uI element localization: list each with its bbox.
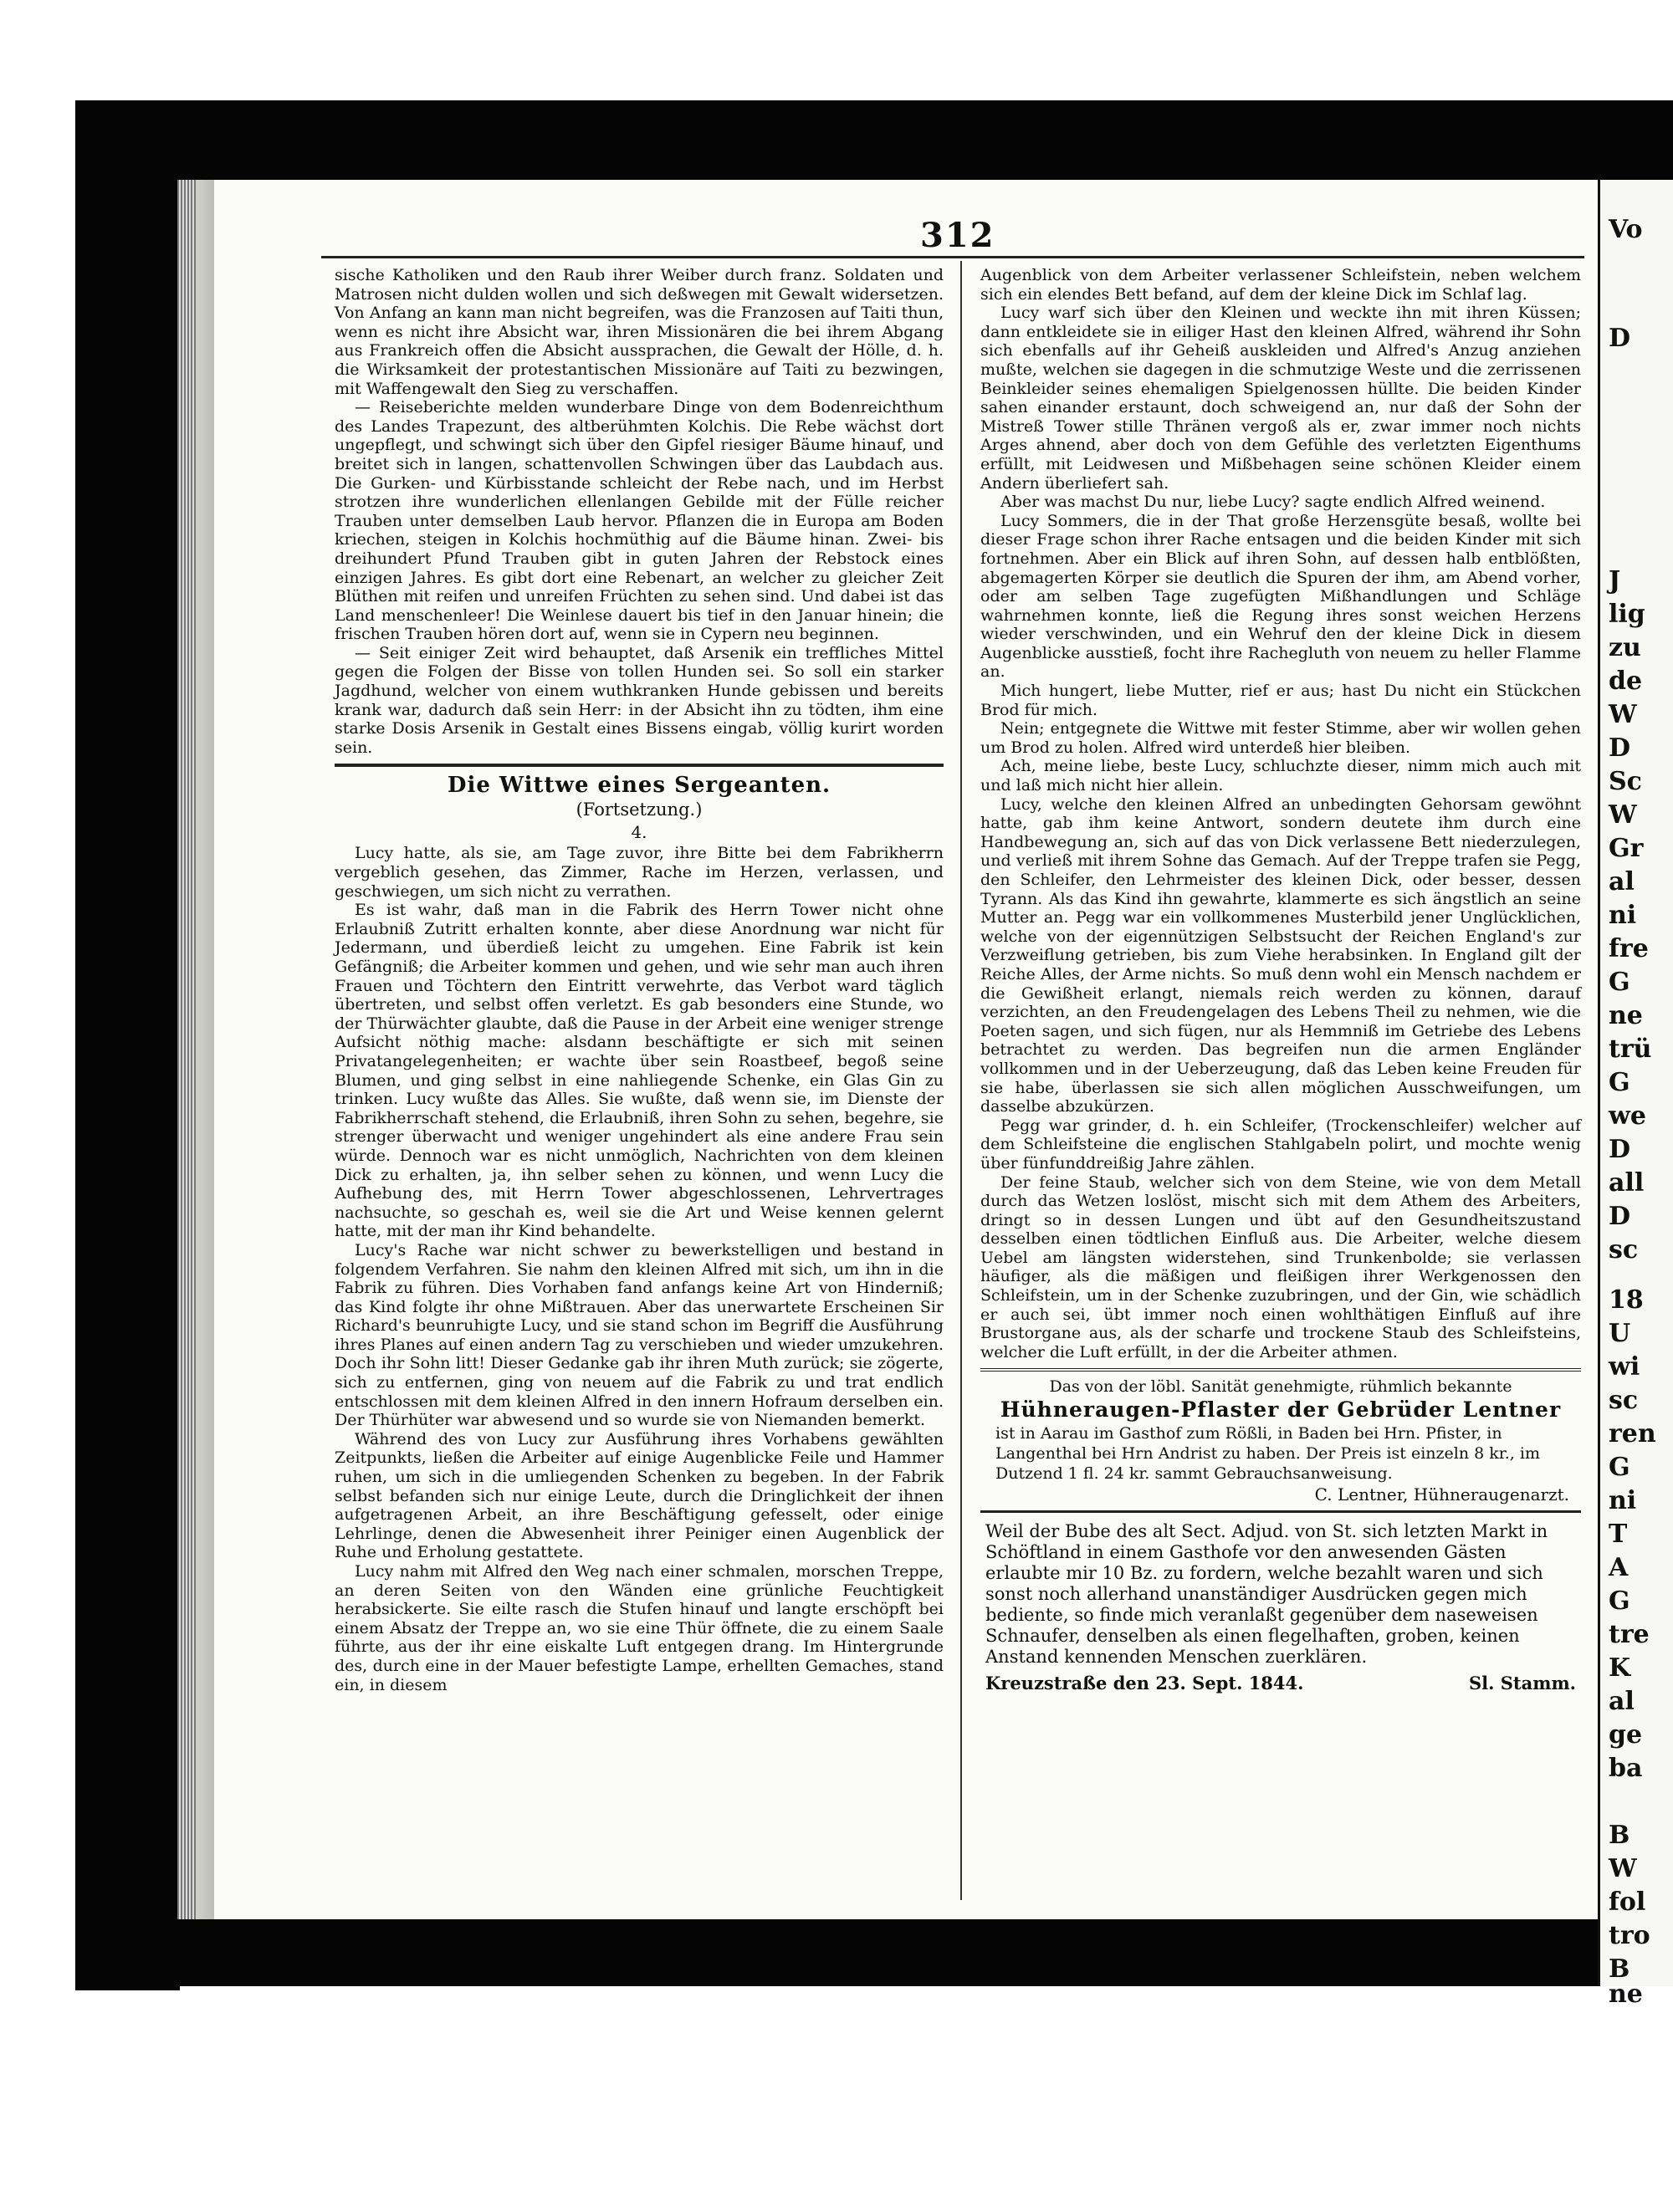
adjacent-page-fragment: tre	[1609, 1620, 1650, 1649]
adjacent-page-fragment: tro	[1609, 1921, 1650, 1950]
story-paragraph: Lucy, welche den kleinen Alfred an unbedingten Gehorsam gewöhnt hatte, gab ihm keine Antwort, sondern deutete ihm durch eine Handbewegung an, sich auf das von Dick verlassene Bett niederzulegen, und verließ mit ihrem Sohne das Gemach. Auf der Treppe trafen sie Pegg, den Schleifer, den Lehrmeister des kleinen Dick, oder besser, dessen Tyrann. Als das Kind ihn gewahrte, klammerte es sich ängstlich an seine Mutter an. Pegg war ein vollkommenes Musterbild jener Unglücklichen, welche von der eigennützigen Selbstsucht der Reichen England's zur Verzweiflung getrieben, bis zum Viehe herabsinken. In England gilt der Reiche Alles, der Arme nichts. So muß denn wohl ein Mensch nachdem er die Gewißheit erlangt, niemals reich werden zu können, darauf verzichten, an den Freudengelagen des Lebens Theil zu nehmen, wie die Poeten sagen, und sich fügen, nur als Hemmniß im Getriebe des Lebens betrachtet zu werden. Das begreifen nun die armen Engländer vollkommen und in der Ueberzeugung, daß das Leben keine Freuden für sie habe, überlassen sie sich allen möglichen Ausschweifungen, um dasselbe abzukürzen.	[980, 794, 1581, 1116]
notice-footer	[985, 1673, 1576, 1693]
left-column	[335, 266, 944, 1694]
chapter-number: 4.	[631, 822, 647, 843]
notice-signature: Sl. Stamm.	[1469, 1673, 1576, 1694]
adjacent-page-fragment: ne	[1609, 1001, 1643, 1030]
story-paragraph: Ach, meine liebe, beste Lucy, schluchzte dieser, nimm mich auch mit und laß mich nicht hier allein.	[980, 757, 1581, 795]
story-paragraph: Während des von Lucy zur Ausführung ihres Vorhabens gewählten Zeitpunkts, ließen die Arbeiter auf einige Augenblicke Feile und Hammer ruhen, um sich in die umliegenden Schenken zu begeben. In der Fabrik selbst befanden sich nur einige Leute, durch die Dringlichkeit der ihnen aufgetragenen Arbeit, an ihre Beschäftigung gefesselt, oder einige Lehrlinge, denen die Abwesenheit ihrer Peiniger einen Augenblick der Ruhe und Erholung gestattete.	[335, 1429, 944, 1562]
story-paragraph: Mich hungert, liebe Mutter, rief er aus; hast Du nicht ein Stückchen Brod für mich.	[980, 682, 1581, 719]
story-paragraph: Nein; entgegnete die Wittwe mit fester Stimme, aber wir wollen gehen um Brod zu holen. Alfred wird unterdeß hier bleiben.	[980, 719, 1581, 757]
news-paragraph: — Seit einiger Zeit wird behauptet, daß Arsenik ein treffliches Mittel gegen die Folgen der Bisse von tollen Hunden sei. So soll ein starker Jagdhund, welcher von einem wuthkranken Hunde gebissen und bereits krank war, dadurch daß sein Herr: in der Absicht ihn zu tödten, ihm eine starke Dosis Arsenik in Gestalt eines Bissens eingab, völlig kurirt worden sein.	[335, 643, 944, 757]
story-paragraph: Lucy hatte, als sie, am Tage zuvor, ihre Bitte bei dem Fabrikherrn vergeblich gesehen, das Zimmer, Rache im Herzen, verlassen, und geschwiegen, um sich nicht zu verrathen.	[335, 844, 944, 901]
adjacent-page-fragment: zu	[1609, 633, 1641, 662]
adjacent-page-fragment: fol	[1609, 1888, 1646, 1917]
ad-title: Hühneraugen-Pflaster der Gebrüder Lentner	[1000, 1397, 1562, 1423]
adjacent-page-fragment: B	[1609, 1821, 1630, 1850]
adjacent-page-fragment: K	[1609, 1653, 1631, 1683]
story-paragraph: Der feine Staub, welcher sich von dem Steine, wie von dem Metall durch das Wetzen loslöst, mischt sich mit dem Athem des Arbeiters, dringt so in dessen Lungen und übt auf den Gesundheitszustand desselben einen tödtlichen Einfluß aus. Die Arbeiter, welche diesem Uebel am längsten widerstehen, sind Trunkenbolde; sie verlassen häufiger, als die mäßigen und fleißigen ihrer Werkgenossen den Schleifstein, um in der Schenke zuzubringen, und der Gin, wie schädlich er auch sei, übt immer noch einen wohlthätigen Einfluß auf ihre Brustorgane aus, als der scharfe und trockene Staub des Schleifsteins, welcher die Luft erfüllt, in der die Arbeiter athmen.	[980, 1172, 1581, 1361]
adjacent-page-fragment: trü	[1609, 1034, 1652, 1064]
adjacent-page-fragment: de	[1609, 667, 1643, 696]
story-paragraph: Lucy warf sich über den Kleinen und weckte ihn mit ihren Küssen; dann entkleidete sie in eiliger Hast den kleinen Alfred, während ihr Sohn sich ebenfalls auf ihr Geheiß auskleiden und Alfred's Anzug anziehen mußte, welchen sie dagegen in die schmutzige Weste und die zerrissenen Beinkleider seines ehemaligen Spielgenossen hüllte. Die beiden Kinder sahen einander erstaunt, doch schweigend an, nur daß der Sohn der Mistreß Tower stille Thränen vergoß als er, zwar immer noch nichts Arges ahnend, aber doch von dem Gefühle des verletzten Eigenthums erfüllt, mit Leidwesen und Mißbehagen seine schönen Kleider einem Andern überliefert sah.	[980, 304, 1581, 493]
adjacent-page-fragment: ni	[1609, 1486, 1637, 1515]
adjacent-page-fragment: D	[1609, 324, 1631, 353]
adjacent-page-fragment: W	[1609, 800, 1637, 830]
scan-border-top	[0, 0, 1673, 100]
story-section-right	[980, 266, 1581, 1361]
adjacent-page-fragment: A	[1609, 1553, 1629, 1582]
section-rule	[335, 764, 944, 767]
scan-border-bottom	[75, 1919, 1606, 1986]
adjacent-page-fragment: ne	[1609, 1980, 1643, 2009]
right-column	[980, 266, 1581, 1702]
adjacent-page-fragment: lig	[1609, 600, 1645, 629]
adjacent-page	[1598, 180, 1673, 2009]
adjacent-page-fragment: 18	[1609, 1285, 1644, 1315]
story-paragraph: Pegg war grinder, d. h. ein Schleifer, (Trockenschleifer) welcher auf dem Schleifsteine die englischen Stahlgabeln polirt, und mochte wenig über fünfunddreißig Jahre zählen.	[980, 1116, 1581, 1172]
ad-signature: C. Lentner, Hühneraugenarzt.	[1314, 1484, 1569, 1505]
ad-body: ist in Aarau im Gasthof zum Rößli, in Baden bei Hrn. Pfister, in Langenthal bei Hrn Andrist zu haben. Der Preis ist einzeln 8 kr., im Dutzend 1 fl. 24 kr. sammt Gebrauchsanweisung.	[995, 1424, 1540, 1484]
news-paragraph: — Reiseberichte melden wunderbare Dinge von dem Bodenreichthum des Landes Trapezunt, des altberühmten Kolchis. Die Rebe wächst dort ungepflegt, und schwingt sich über den Gipfel riesiger Bäume hinauf, und breitet sich in langen, schattenvollen Schwingen über das Laubdach aus. Die Gurken- und Kürbisstande schleicht der Rebe nach, und im Herbst strotzen ihre wunderlichen ellenlangen Gebilde mit der Fülle reicher Trauben unter demselben Laub hervor. Pflanzen die in Europa am Boden kriechen, steigen in Kolchis hochmüthig auf die Bäume hinan. Zwei- bis dreihundert Pfund Trauben gibt in guten Jahren der Rebstock eines einzigen Jahres. Es gibt dort eine Rebenart, an welcher zu gleicher Zeit Blüthen mit reifen und unreifen Früchten zu sehen sind. Und dabei ist das Land menschenleer! Die Weinlese dauert bis tief in den Januar hinein; die frischen Trauben hören dort auf, wenn sie in Cypern neu beginnen.	[335, 398, 944, 644]
adjacent-page-fragment: W	[1609, 1854, 1637, 1883]
column-divider	[960, 261, 962, 1900]
adjacent-page-fragment: J	[1609, 566, 1621, 595]
adjacent-page-fragment: U	[1609, 1319, 1631, 1348]
notice-place-date: Kreuzstraße den 23. Sept. 1844.	[985, 1673, 1304, 1694]
adjacent-page-fragment: wi	[1609, 1352, 1640, 1382]
adjacent-page-fragment: sc	[1609, 1386, 1639, 1415]
public-notice	[980, 1513, 1581, 1702]
adjacent-page-fragment: Sc	[1609, 767, 1642, 796]
adjacent-page-fragment: G	[1609, 968, 1630, 997]
ad-heading: Das von der löbl. Sanität genehmigte, rühmlich bekannte	[1049, 1377, 1512, 1397]
adjacent-page-fragment: Gr	[1609, 834, 1644, 863]
adjacent-page-fragment: D	[1609, 1135, 1631, 1164]
story-paragraph: Lucy nahm mit Alfred den Weg nach einer schmalen, morschen Treppe, an deren Seiten von den Wänden eine grünliche Feuchtigkeit herabsickerte. Sie eilte rasch die Stufen hinauf und langte erschöpft bei einem Absatz der Treppe an, wo sie eine Thür öffnete, die zu einem Saale führte, aus der ihr eine eiskalte Luft entgegen drang. Im Hintergrunde des, durch eine in der Mauer befestigte Lampe, erhellten Gemaches, stand ein, in diesem	[335, 1562, 944, 1694]
adjacent-page-fragment: D	[1609, 733, 1631, 763]
notice-text: Weil der Bube des alt Sect. Adjud. von St. sich letzten Markt in Schöftland in einem Gasthofe vor den anwesenden Gästen erlaubte mir 10 Bz. zu fordern, welche bezahlt waren und sich sonst noch allerhand unanständiger Ausdrücken gegen mich bediente, so finde mich veranlaßt gegenüber dem naseweisen Schnaufer, denselben als einen flegelhaften, groben, keinen Anstand kennenden Menschen zuerklären.	[985, 1521, 1548, 1668]
story-subtitle: (Fortsetzung.)	[576, 799, 703, 820]
adjacent-page-fragment: D	[1609, 1202, 1631, 1231]
adjacent-page-fragment: al	[1609, 867, 1635, 897]
news-section	[335, 266, 944, 757]
adjacent-page-fragment: G	[1609, 1453, 1630, 1482]
header-rule	[321, 256, 1584, 258]
adjacent-page-fragment: W	[1609, 700, 1637, 729]
scan-border-left	[75, 100, 180, 1990]
adjacent-page-fragment: Vo	[1609, 215, 1643, 244]
adjacent-page-fragment: B	[1609, 1954, 1630, 1984]
adjacent-page-fragment: al	[1609, 1687, 1635, 1716]
adjacent-page-fragment: ren	[1609, 1419, 1656, 1448]
adjacent-page-fragment: sc	[1609, 1235, 1639, 1264]
story-paragraph: Augenblick von dem Arbeiter verlassener Schleifstein, neben welchem sich ein elendes Bett befand, auf dem der kleine Dick im Schlaf lag.	[980, 266, 1581, 304]
advertisement	[980, 1368, 1581, 1513]
story-section-left	[335, 844, 944, 1694]
adjacent-page-fragment: fre	[1609, 934, 1649, 963]
adjacent-page-fragment: ni	[1609, 901, 1637, 930]
story-paragraph: Lucy Sommers, die in der That große Herzensgüte besaß, wollte bei dieser Frage schon ihrer Rache entsagen und die beiden Kinder mit sich fortnehmen. Aber ein Blick auf ihren Sohn, auf dessen halb entblößten, abgemagerten Körper sie deutlich die Spuren der ihm, am Abend vorher, oder am selben Tage zugefügten Mißhandlungen und Schläge wahrnehmen konnte, ließ die Regung ihres sonst weichen Herzens wieder verschwinden, und ein Wehruf den der kleine Dick in diesem Augenblicke ausstieß, focht ihre Rachegluth von neuem zu heller Flamme an.	[980, 511, 1581, 682]
adjacent-page-fragment: we	[1609, 1101, 1646, 1131]
adjacent-page-fragment: all	[1609, 1168, 1645, 1198]
scan-border-top-dark	[75, 100, 1673, 180]
adjacent-page-fragment: ge	[1609, 1720, 1643, 1750]
story-paragraph: Aber was machst Du nur, liebe Lucy? sagte endlich Alfred weinend.	[1000, 493, 1546, 512]
page-stack-edge	[177, 180, 196, 1919]
story-paragraph: Es ist wahr, daß man in die Fabrik des Herrn Tower nicht ohne Erlaubniß Zutritt erhalten konnte, aber diese Anordnung war nicht für Jedermann, und überdieß leicht zu umgehen. Eine Fabrik ist kein Gefängniß; die Arbeiter kommen und gehen, und wie sehr man auch ihren Frauen und Töchtern den Eintritt verwehrte, das Verbot ward täglich übertreten, und selbst offen verletzt. Es gab besonders eine Stunde, wo der Thürwächter glaubte, daß die Pause in der Arbeit eine weniger strenge Aufsicht nöthig mache: alsdann beschäftigte er sich mit seinen Privatangelegenheiten; er wachte über sein Roastbeef, begoß seine Blumen, und ging selbst in eine nahliegende Schenke, ein Glas Gin zu trinken. Lucy wußte das Alles. Sie wußte, daß wenn sie, im Dienste der Fabrikherrschaft stehend, die Erlaubniß, ihren Sohn zu sehen, begehre, sie strenger überwacht und weniger ungehindert als eine andere Frau sein würde. Dennoch war es nicht unmöglich, Nachrichten von dem kleinen Dick zu erhalten, ja, ihn selber sehen zu können, und wenn Lucy die Aufhebung des, mit Herrn Tower abgeschlossenen, Lehrvertrages nachsuchte, so geschah es, weil sie die Art und Weise kennen gelernt hatte, mit der man ihr Kind behandelte.	[335, 901, 944, 1241]
adjacent-page-fragment: T	[1609, 1520, 1628, 1549]
adjacent-page-fragment: G	[1609, 1068, 1630, 1097]
story-paragraph: Lucy's Rache war nicht schwer zu bewerkstelligen und bestand in folgendem Verfahren. Sie nahm den kleinen Alfred mit sich, um ihn in die Fabrik zu führen. Dies Vorhaben fand anfangs keine Art von Hinderniß; das Kind folgte ihr ohne Mißtrauen. Aber das unerwartete Erscheinen Sir Richard's beunruhigte Lucy, und sie stand schon im Begriff die Ausführung ihres Planes auf einen andern Tag zu verschieben und wieder umzukehren. Doch ihr Sohn litt! Dieser Gedanke gab ihr ihren Muth zurück; sie zögerte, sich zu entfernen, ging von neuem auf die Fabrik zu und trat endlich entschlossen mit dem kleinen Alfred in den innern Hofraum derselben ein. Der Thürhüter war abwesend und so wurde sie von Niemanden bemerkt.	[335, 1240, 944, 1430]
news-paragraph: sische Katholiken und den Raub ihrer Weiber durch franz. Soldaten und Matrosen nicht dulden wollen und sich deßwegen mit Gewalt widersetzen. Von Anfang an kann man nicht begreifen, was die Franzosen auf Taiti thun, wenn es nicht ihre Absicht war, ihren Missionären die bei ihrem Abgang aus Frankreich offen die Absicht aussprachen, die Gewalt der Hölle, d. h. die Wirksamkeit der protestantischen Missionäre auf Taiti zu bezwingen, mit Waffengewalt den Sieg zu verschaffen.	[335, 266, 944, 398]
adjacent-page-fragment: G	[1609, 1586, 1630, 1616]
page-number: 312	[920, 216, 995, 255]
story-title: Die Wittwe eines Sergeanten.	[447, 773, 831, 799]
adjacent-page-fragment: ba	[1609, 1754, 1643, 1783]
